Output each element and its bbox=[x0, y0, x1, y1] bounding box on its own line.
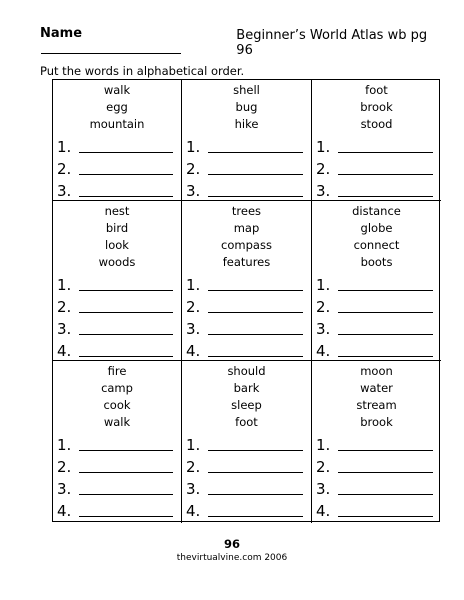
answer-number: 2. bbox=[316, 160, 331, 178]
answer-blank[interactable] bbox=[338, 162, 433, 175]
answer-line[interactable] bbox=[186, 316, 303, 338]
word-item: map bbox=[233, 221, 260, 235]
answer-blanks bbox=[57, 432, 173, 520]
answer-line[interactable] bbox=[57, 498, 173, 520]
word-list bbox=[53, 201, 181, 271]
word-item: shell bbox=[233, 83, 260, 97]
answer-line[interactable] bbox=[186, 294, 303, 316]
word-item: foot bbox=[235, 415, 258, 429]
answer-line[interactable] bbox=[316, 316, 433, 338]
name-field bbox=[40, 26, 216, 58]
answer-line[interactable] bbox=[57, 134, 173, 156]
word-cell bbox=[312, 201, 441, 361]
word-item: cook bbox=[103, 398, 131, 412]
answer-number: 1. bbox=[186, 138, 201, 156]
answer-number: 4. bbox=[186, 342, 201, 360]
word-item: trees bbox=[231, 204, 262, 218]
word-list bbox=[312, 80, 441, 133]
answer-blank[interactable] bbox=[338, 460, 433, 473]
page-number: 96 bbox=[223, 537, 240, 551]
word-list bbox=[312, 361, 441, 431]
word-item: boots bbox=[360, 255, 393, 269]
answer-number: 3. bbox=[186, 182, 201, 200]
answer-blank[interactable] bbox=[79, 438, 173, 451]
answer-number: 1. bbox=[57, 276, 72, 294]
word-cell bbox=[312, 361, 441, 523]
answer-line[interactable] bbox=[57, 294, 173, 316]
word-item: woods bbox=[98, 255, 136, 269]
answer-blank[interactable] bbox=[338, 184, 433, 197]
answer-line[interactable] bbox=[186, 432, 303, 454]
answer-blank[interactable] bbox=[79, 460, 173, 473]
answer-blank[interactable] bbox=[208, 504, 303, 517]
answer-line[interactable] bbox=[57, 338, 173, 360]
answer-blank[interactable] bbox=[208, 278, 303, 291]
answer-line[interactable] bbox=[316, 454, 433, 476]
answer-number: 2. bbox=[57, 458, 72, 476]
answer-blank[interactable] bbox=[79, 140, 173, 153]
answer-line[interactable] bbox=[186, 498, 303, 520]
answer-number: 4. bbox=[316, 342, 331, 360]
answer-line[interactable] bbox=[57, 316, 173, 338]
answer-blank[interactable] bbox=[79, 300, 173, 313]
instructions: Put the words in alphabetical order. bbox=[40, 64, 245, 78]
answer-line[interactable] bbox=[316, 432, 433, 454]
answer-line[interactable] bbox=[57, 432, 173, 454]
answer-blank[interactable] bbox=[208, 482, 303, 495]
answer-line[interactable] bbox=[186, 454, 303, 476]
word-item: egg bbox=[106, 100, 128, 114]
answer-number: 3. bbox=[57, 320, 72, 338]
word-list bbox=[312, 201, 441, 271]
answer-line[interactable] bbox=[316, 338, 433, 360]
answer-line[interactable] bbox=[186, 476, 303, 498]
word-item: walk bbox=[103, 415, 131, 429]
answer-blank[interactable] bbox=[79, 278, 173, 291]
word-item: foot bbox=[365, 83, 388, 97]
word-grid bbox=[52, 79, 440, 522]
answer-blank[interactable] bbox=[79, 162, 173, 175]
answer-number: 3. bbox=[316, 480, 331, 498]
answer-blank[interactable] bbox=[338, 344, 433, 357]
answer-number: 1. bbox=[316, 436, 331, 454]
answer-number: 4. bbox=[57, 342, 72, 360]
answer-number: 3. bbox=[57, 182, 72, 200]
word-item: brook bbox=[360, 100, 393, 114]
answer-number: 2. bbox=[316, 458, 331, 476]
answer-line[interactable] bbox=[316, 156, 433, 178]
answer-blanks bbox=[316, 432, 433, 520]
word-list bbox=[182, 201, 311, 271]
answer-number: 4. bbox=[316, 502, 331, 520]
word-cell bbox=[53, 361, 182, 523]
answer-blanks bbox=[186, 272, 303, 360]
word-item: look bbox=[105, 238, 129, 252]
answer-number: 2. bbox=[186, 458, 201, 476]
word-item: brook bbox=[360, 415, 393, 429]
answer-number: 1. bbox=[57, 138, 72, 156]
answer-number: 3. bbox=[57, 480, 72, 498]
word-item: bird bbox=[105, 221, 129, 235]
word-cell bbox=[182, 80, 312, 201]
word-item: distance bbox=[352, 204, 401, 218]
worksheet-title: Beginner’s World Atlas wb pg 96 bbox=[236, 28, 428, 58]
answer-blank[interactable] bbox=[208, 184, 303, 197]
word-cell bbox=[53, 80, 182, 201]
answer-line[interactable] bbox=[186, 178, 303, 200]
answer-blank[interactable] bbox=[79, 504, 173, 517]
answer-number: 1. bbox=[186, 436, 201, 454]
answer-blank[interactable] bbox=[338, 300, 433, 313]
answer-line[interactable] bbox=[316, 134, 433, 156]
answer-line[interactable] bbox=[57, 476, 173, 498]
word-cell bbox=[53, 201, 182, 361]
answer-blank[interactable] bbox=[79, 322, 173, 335]
answer-number: 3. bbox=[316, 182, 331, 200]
answer-blanks bbox=[57, 134, 173, 200]
answer-line[interactable] bbox=[57, 178, 173, 200]
answer-blanks bbox=[316, 272, 433, 360]
answer-number: 3. bbox=[316, 320, 331, 338]
answer-number: 4. bbox=[186, 502, 201, 520]
answer-line[interactable] bbox=[186, 338, 303, 360]
answer-number: 2. bbox=[316, 298, 331, 316]
word-item: sleep bbox=[231, 398, 262, 412]
worksheet-header bbox=[40, 26, 440, 58]
answer-blank[interactable] bbox=[208, 162, 303, 175]
answer-blank[interactable] bbox=[208, 344, 303, 357]
answer-blank[interactable] bbox=[338, 438, 433, 451]
word-item: nest bbox=[104, 204, 130, 218]
answer-line[interactable] bbox=[186, 134, 303, 156]
answer-blank[interactable] bbox=[338, 504, 433, 517]
answer-number: 2. bbox=[57, 298, 72, 316]
word-item: bug bbox=[235, 100, 258, 114]
answer-blanks bbox=[57, 272, 173, 360]
answer-number: 4. bbox=[57, 502, 72, 520]
answer-blank[interactable] bbox=[338, 140, 433, 153]
answer-blank[interactable] bbox=[208, 300, 303, 313]
answer-blank[interactable] bbox=[208, 460, 303, 473]
answer-blank[interactable] bbox=[338, 482, 433, 495]
word-item: stood bbox=[360, 117, 393, 131]
answer-line[interactable] bbox=[316, 178, 433, 200]
answer-number: 2. bbox=[57, 160, 72, 178]
answer-number: 3. bbox=[186, 480, 201, 498]
answer-blank[interactable] bbox=[338, 322, 433, 335]
word-item: globe bbox=[360, 221, 393, 235]
answer-line[interactable] bbox=[316, 272, 433, 294]
answer-number: 2. bbox=[186, 160, 201, 178]
answer-blank[interactable] bbox=[338, 278, 433, 291]
answer-number: 1. bbox=[57, 436, 72, 454]
credit-line: thevirtualvine.com 2006 bbox=[176, 553, 288, 563]
name-blank bbox=[41, 41, 181, 54]
answer-number: 1. bbox=[316, 276, 331, 294]
answer-blank[interactable] bbox=[208, 438, 303, 451]
answer-number: 1. bbox=[316, 138, 331, 156]
word-list bbox=[53, 361, 181, 431]
word-item: features bbox=[222, 255, 271, 269]
answer-number: 3. bbox=[186, 320, 201, 338]
answer-number: 2. bbox=[186, 298, 201, 316]
answer-line[interactable] bbox=[316, 294, 433, 316]
word-item: should bbox=[227, 364, 266, 378]
answer-line[interactable] bbox=[186, 272, 303, 294]
answer-blanks bbox=[186, 134, 303, 200]
word-list bbox=[182, 80, 311, 133]
word-item: camp bbox=[101, 381, 133, 395]
answer-blank[interactable] bbox=[79, 482, 173, 495]
word-item: moon bbox=[360, 364, 393, 378]
word-item: fire bbox=[107, 364, 127, 378]
word-item: connect bbox=[353, 238, 400, 252]
word-cell bbox=[182, 361, 312, 523]
answer-line[interactable] bbox=[57, 272, 173, 294]
word-item: compass bbox=[221, 238, 272, 252]
word-item: hike bbox=[234, 117, 259, 131]
answer-line[interactable] bbox=[316, 498, 433, 520]
answer-blanks bbox=[316, 134, 433, 200]
word-item: walk bbox=[103, 83, 131, 97]
answer-line[interactable] bbox=[57, 454, 173, 476]
answer-blanks bbox=[186, 432, 303, 520]
word-list bbox=[182, 361, 311, 431]
word-item: stream bbox=[356, 398, 397, 412]
name-label: Name bbox=[40, 26, 83, 41]
word-item: mountain bbox=[89, 117, 145, 131]
word-cell bbox=[182, 201, 312, 361]
answer-number: 1. bbox=[186, 276, 201, 294]
answer-line[interactable] bbox=[316, 476, 433, 498]
answer-line[interactable] bbox=[186, 156, 303, 178]
word-item: water bbox=[360, 381, 393, 395]
answer-line[interactable] bbox=[57, 156, 173, 178]
answer-blank[interactable] bbox=[79, 344, 173, 357]
word-list bbox=[53, 80, 181, 133]
answer-blank[interactable] bbox=[79, 184, 173, 197]
word-item: bark bbox=[233, 381, 260, 395]
answer-blank[interactable] bbox=[208, 140, 303, 153]
answer-blank[interactable] bbox=[208, 322, 303, 335]
word-cell bbox=[312, 80, 441, 201]
